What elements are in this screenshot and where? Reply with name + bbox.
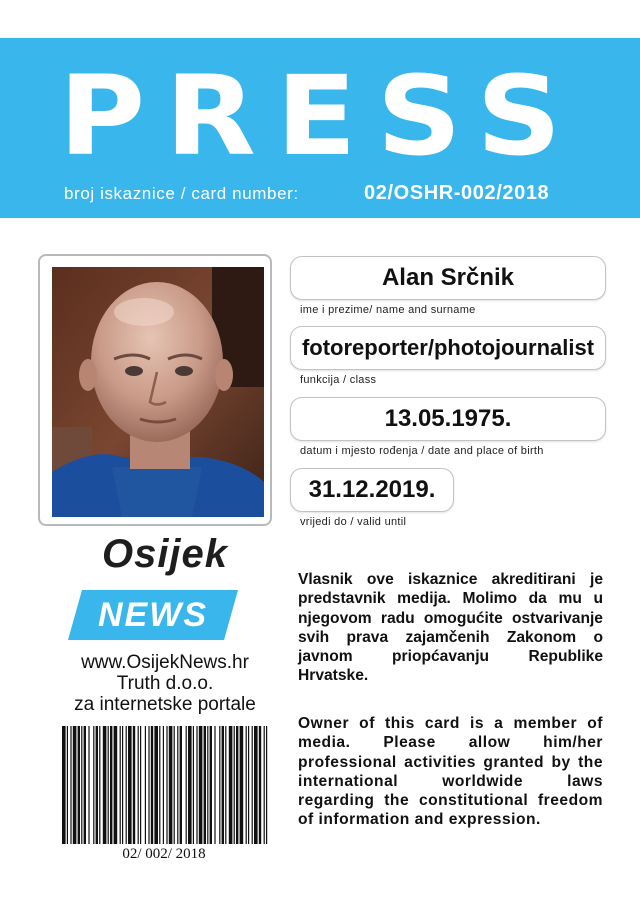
barcode [60,726,268,844]
purpose-text: za internetske portale [74,694,256,715]
photo-frame [38,254,272,526]
birth-field [290,397,606,441]
press-header-band [0,38,640,218]
name-value: Alan Srčnik [381,264,515,291]
name-caption: ime i prezime/ name and surname [300,304,476,316]
valid-until-field [290,468,454,512]
person-portrait-icon [52,267,264,517]
barcode-number: 02/ 002/ 2018 [122,846,206,862]
birth-value: 13.05.1975. [384,405,512,432]
statement-english: Owner of this card is a member of media. Please allow him/her professional activities granted by the international worldwide laws regarding the constitutional freedom of information and expression. [298,715,603,829]
valid-until-value: 31.12.2019. [308,476,436,503]
function-caption: funkcija / class [300,374,377,386]
card-number-label: broj iskaznice / card number: [64,184,299,203]
function-value: fotoreporter/photojournalist [301,335,595,360]
valid-until-caption: vrijedi do / valid until [300,516,407,528]
logo-osijek: Osijek [101,532,229,576]
company-text: Truth d.o.o. [116,673,214,694]
function-field [290,326,606,370]
website-text: www.OsijekNews.hr [81,652,249,673]
name-field [290,256,606,300]
logo-news-banner [68,590,238,640]
card-number-value: 02/OSHR-002/2018 [364,182,550,204]
birth-caption: datum i mjesto rođenja / date and place of birth [300,445,544,457]
logo-news: NEWS [98,595,208,634]
statement-croatian: Vlasnik ove iskaznice akreditirani je predstavnik medija. Molimo da mu u njegovom radu omogućite ostvarivanje svih prava zajamčenih Zakonom o javnom priopćavanju Republike Hrvatske. [298,571,603,685]
press-title: PRESS [58,51,582,181]
